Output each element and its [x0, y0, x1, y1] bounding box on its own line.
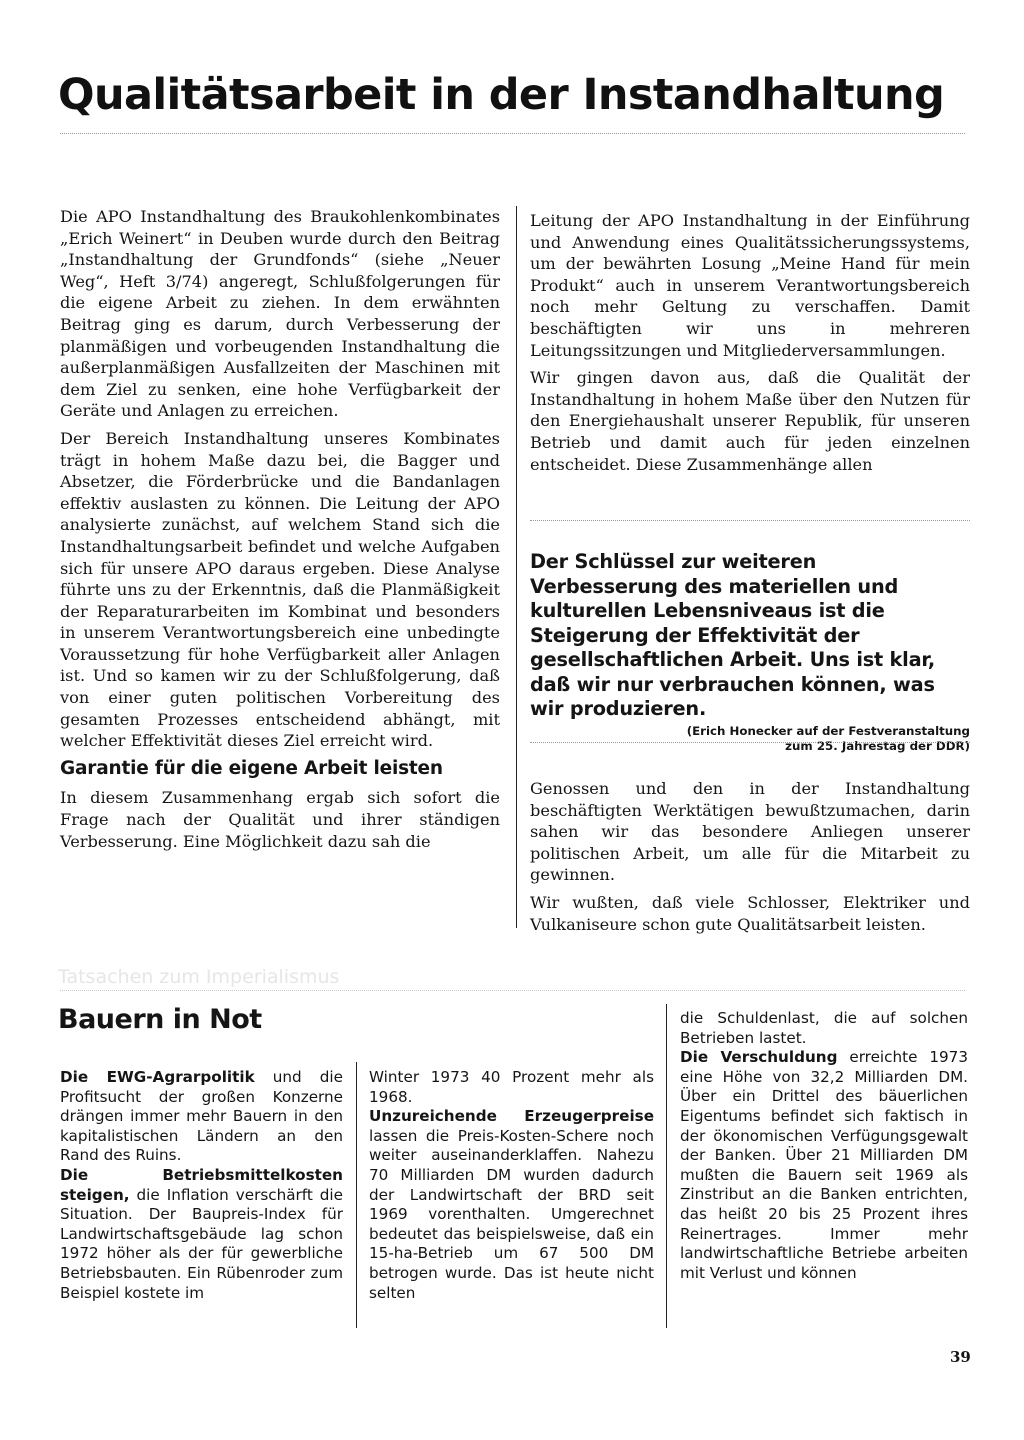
paragraph	[60, 1166, 343, 1303]
paragraph	[60, 1068, 343, 1166]
pull-quote	[530, 550, 970, 754]
article2-column-1	[60, 1068, 343, 1303]
paragraph: Der Bereich Instandhaltung unseres Kombinates trägt in hohem Maße dazu bei, die Bagger und Absetzer, die Förderbrücke und die Bandanlagen effektiv auslasten zu können. Die Leitung der APO analysierte zunächst, auf welchem Stand sich die Instandhaltungsarbeit befindet und welche Aufgaben sich für unsere APO daraus ergeben. Diese Analyse führte uns zu der Erkenntnis, daß die Planmäßigkeit der Reparaturarbeiten im Kombinat und besonders in unserem Verantwortungsbereich eine unbedingte Voraussetzung für hohe Verfügbarkeit aller Anlagen ist. Und so kamen wir zu der Schlußfolgerung, daß von einer guten politischen Vorbereitung des gesamten Prozesses entscheidend abhängt, mit welcher Effektivität dieses Ziel erreicht wird.	[60, 428, 500, 751]
lead-phrase: Unzureichende Erzeugerpreise	[369, 1107, 654, 1126]
column-rule	[666, 1004, 667, 1328]
paragraph: Leitung der APO Instandhaltung in der Einführung und Anwendung eines Qualitätssicherungssystems, um der bewährten Losung „Meine Hand für mein Produkt“ auch in unserem Verantwortungsbereich noch mehr Geltung zu verschaffen. Damit beschäftigten wir uns in mehreren Leitungssitzungen und Mitgliederversammlungen.	[530, 211, 970, 360]
article2-title: Bauern in Not	[58, 1004, 262, 1035]
page-number: 39	[950, 1348, 971, 1366]
quote-source	[530, 724, 970, 754]
paragraph: Wir wußten, daß viele Schlosser, Elektriker und Vulkaniseure schon gute Qualitätsarbeit leisten.	[530, 892, 970, 934]
article2-column-2	[369, 1068, 654, 1303]
quote-divider-top	[530, 520, 970, 521]
paragraph: In diesem Zusammenhang ergab sich sofort die Frage nach der Qualität und ihrer ständigen Verbesserung. Eine Möglichkeit dazu sah die	[60, 788, 500, 851]
article2-column-3	[680, 1009, 968, 1283]
article-column-right-top	[530, 210, 970, 481]
quote-divider-bottom	[530, 742, 970, 743]
paragraph: die Schuldenlast, die auf solchen Betrieben lastet.	[680, 1009, 968, 1047]
lead-phrase: Die Verschuldung	[680, 1048, 838, 1067]
paragraph	[369, 1107, 654, 1303]
section-subheading: Garantie für die eigene Arbeit leisten	[60, 757, 443, 779]
article-title: Qualitätsarbeit in der Instandhaltung	[58, 70, 945, 120]
paragraph: Winter 1973 40 Prozent mehr als 1968.	[369, 1068, 654, 1106]
quote-source-line: (Erich Honecker auf der Festveranstaltung	[686, 723, 970, 738]
column-rule	[356, 1062, 357, 1328]
quote-source-line: zum 25. Jahrestag der DDR)	[785, 738, 970, 753]
section-divider	[60, 990, 965, 991]
paragraph-text: die Inflation verschärft die Situation. Der Baupreis-Index für Landwirtschaftsgebäude lag schon 1972 höher als der für gewerbliche Betriebsbauten. Ein Rübenroder zum Beispiel kostete im	[60, 1185, 343, 1302]
quote-text: Der Schlüssel zur weiteren Verbesserung des materiellen und kulturellen Lebensniveaus ist die Steigerung der Effektivität der gesellschaftlichen Arbeit. Uns ist klar, daß wir nur verbrauchen können, was wir produzieren.	[530, 550, 935, 720]
paragraph-text: lassen die Preis-Kosten-Schere noch weiter auseinanderklaffen. Nahezu 70 Milliarden DM wurden dadurch der Landwirtschaft der BRD seit 1969 vorenthalten. Umgerechnet bedeutet das beispielsweise, daß ein 15-ha-Betrieb um 67 500 DM betrogen wurde. Das ist heute nicht selten	[369, 1126, 654, 1302]
column-rule	[516, 206, 517, 928]
paragraph	[680, 1048, 968, 1283]
show-through-text: Tatsachen zum Imperialismus	[58, 966, 340, 988]
article-column-left	[60, 206, 500, 858]
article-column-right-bottom	[530, 778, 970, 941]
title-divider	[60, 133, 965, 134]
lead-phrase: Die Betriebsmittelkosten steigen,	[60, 1165, 343, 1204]
paragraph: Wir gingen davon aus, daß die Qualität der Instandhaltung in hohem Maße über den Nutzen für den Energiehaushalt unserer Republik, für unseren Betrieb und damit auch für jeden einzelnen entscheidet. Diese Zusammenhänge allen	[530, 368, 970, 474]
paragraph: Genossen und den in der Instandhaltung beschäftigten Werktätigen bewußtzumachen, darin sahen wir das besondere Anliegen unserer politischen Arbeit, um alle für die Mitarbeit zu gewinnen.	[530, 779, 970, 885]
paragraph-text: und die Profitsucht der großen Konzerne drängen immer mehr Bauern in den kapitalistischen Ländern an den Rand des Ruins.	[60, 1068, 343, 1165]
lead-phrase: Die EWG-Agrarpolitik	[60, 1068, 255, 1086]
paragraph-text: erreichte 1973 eine Höhe von 32,2 Milliarden DM. Über ein Drittel des bäuerlichen Eigentums befindet sich faktisch in der ökonomischen Verfügungsgewalt der Banken. Über 21 Milliarden DM mußten die Bauern seit 1969 als Zinstribut an die Banken entrichten, das heißt 20 bis 25 Prozent ihres Reinertrages. Immer mehr landwirtschaftliche Betriebe arbeiten mit Verlust und können	[680, 1048, 968, 1282]
paragraph: Die APO Instandhaltung des Braukohlenkombinates „Erich Weinert“ in Deuben wurde durch den Beitrag „Instandhaltung der Grundfonds“ (siehe „Neuer Weg“, Heft 3/74) angeregt, Schlußfolgerungen für die eigene Arbeit zu ziehen. In dem erwähnten Beitrag ging es darum, durch Verbesserung der planmäßigen und vorbeugenden Instandhaltung die außerplanmäßigen Ausfallzeiten der Maschinen mit dem Ziel zu senken, eine hohe Verfügbarkeit der Geräte und Anlagen zu erreichen.	[60, 207, 500, 421]
